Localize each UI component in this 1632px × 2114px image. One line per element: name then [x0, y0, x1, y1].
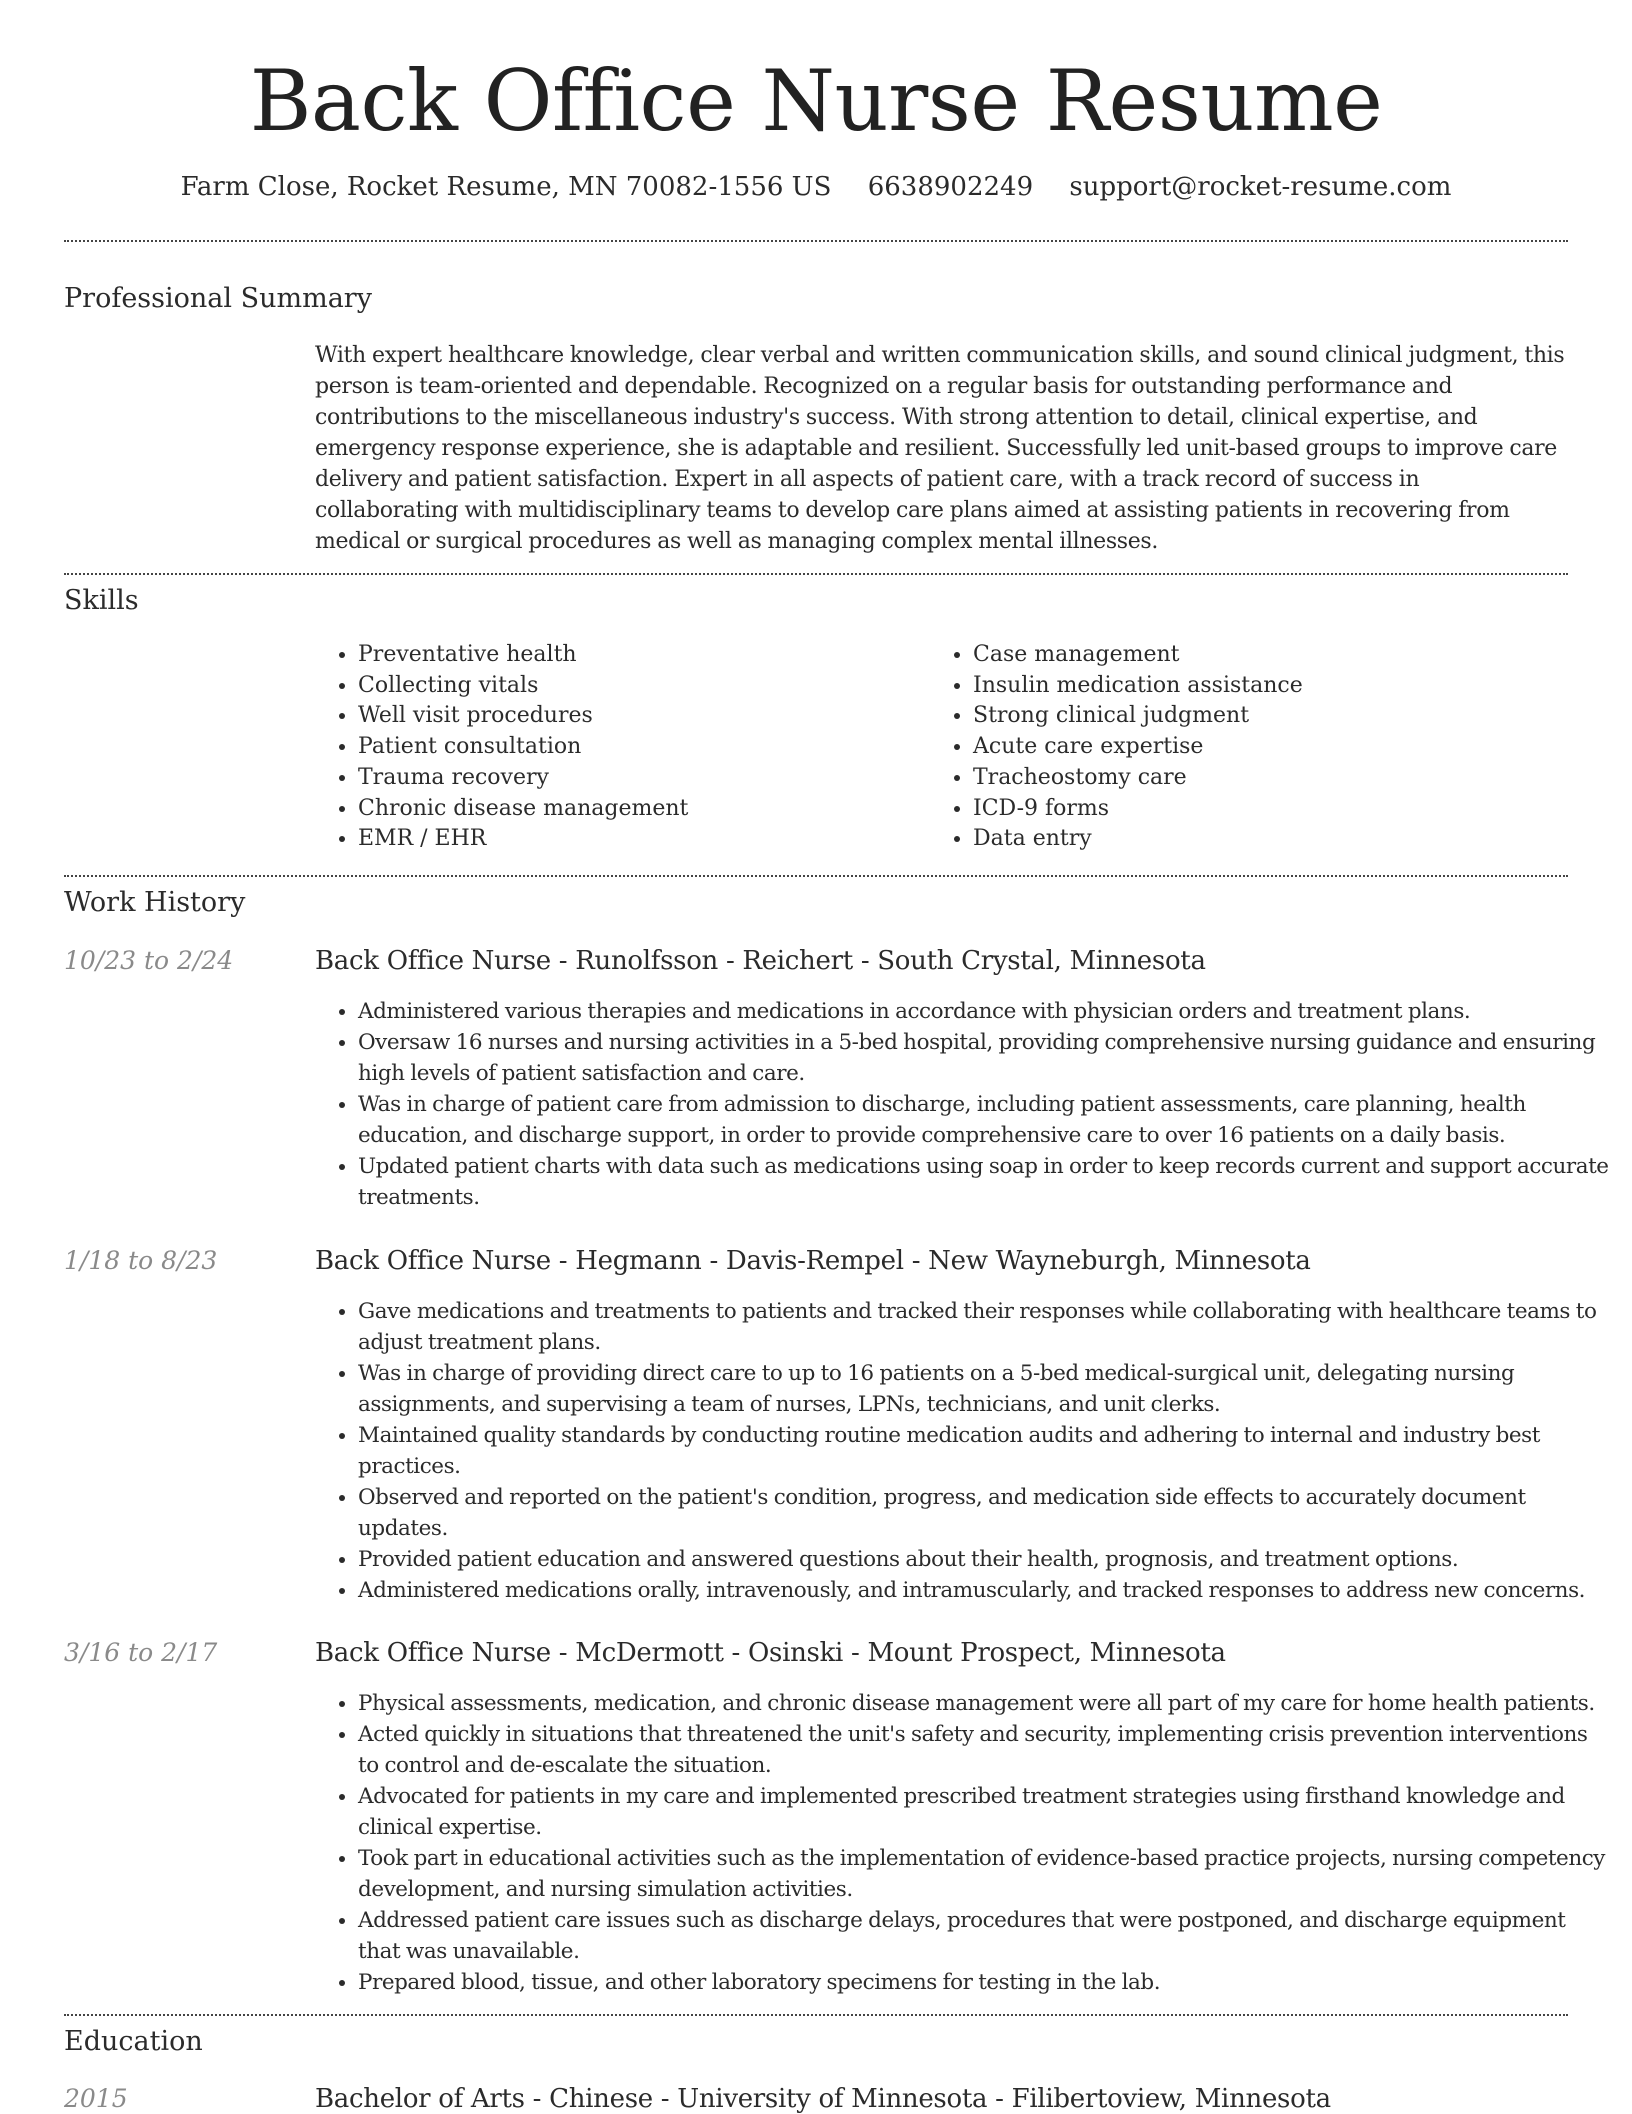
skill-item: • Data entry	[973, 824, 1545, 855]
skill-item: • Collecting vitals	[358, 671, 930, 702]
job-duty: • Provided patient education and answered questions about their health, prognosis, and treatment options.	[358, 1544, 1611, 1575]
resume-title: Back Office Nurse Resume	[249, 52, 1383, 150]
job-duties	[315, 1296, 1611, 1606]
skill-item: • Insulin medication assistance	[973, 671, 1545, 702]
job-duty: • Gave medications and treatments to patients and tracked their responses while collaborating with healthcare teams to adjust treatment plans.	[358, 1296, 1611, 1358]
job-dates: 1/18 to 8/23	[64, 1246, 218, 1275]
job-duties	[315, 996, 1611, 1213]
job-duty: • Addressed patient care issues such as discharge delays, procedures that were postponed, and discharge equipment that was unavailable.	[358, 1905, 1611, 1967]
job-dates: 10/23 to 2/24	[64, 946, 234, 975]
job-duty: • Took part in educational activities such as the implementation of evidence-based practice projects, nursing competency development, and nursing simulation activities.	[358, 1843, 1611, 1905]
skill-item: • Well visit procedures	[358, 701, 930, 732]
education-title: Bachelor of Arts - Chinese - University of Minnesota - Filibertoview, Minnesota	[315, 2084, 1331, 2114]
skill-item: • ICD-9 forms	[973, 794, 1545, 825]
job-duty: • Was in charge of patient care from admission to discharge, including patient assessments, care planning, health education, and discharge support, in order to provide comprehensive care to over 16 patients on a daily basis.	[358, 1089, 1611, 1151]
skills-heading: Skills	[64, 585, 139, 616]
contact-address: Farm Close, Rocket Resume, MN 70082-1556 US	[180, 172, 832, 202]
section-divider	[64, 2014, 1568, 2016]
job-duty: • Acted quickly in situations that threatened the unit's safety and security, implementing crisis prevention interventions to control and de-escalate the situation.	[358, 1719, 1611, 1781]
job-title: Back Office Nurse - Hegmann - Davis-Rempel - New Wayneburgh, Minnesota	[315, 1246, 1311, 1276]
education-heading: Education	[64, 2026, 203, 2057]
job-duty: • Advocated for patients in my care and implemented prescribed treatment strategies using firsthand knowledge and clinical expertise.	[358, 1781, 1611, 1843]
job-duty: • Administered various therapies and medications in accordance with physician orders and treatment plans.	[358, 996, 1611, 1027]
skills-column-left	[315, 640, 930, 855]
summary-heading: Professional Summary	[64, 283, 372, 314]
skill-item: • Case management	[973, 640, 1545, 671]
skills-list	[315, 640, 1565, 855]
job-title: Back Office Nurse - McDermott - Osinski - Mount Prospect, Minnesota	[315, 1638, 1226, 1668]
job-duty: • Administered medications orally, intravenously, and intramuscularly, and tracked responses to address new concerns.	[358, 1575, 1611, 1606]
skill-item: • EMR / EHR	[358, 824, 930, 855]
contact-phone: 6638902249	[867, 172, 1034, 202]
job-dates: 3/16 to 2/17	[64, 1638, 218, 1667]
contact-email: support@rocket-resume.com	[1069, 172, 1452, 202]
job-title: Back Office Nurse - Runolfsson - Reichert - South Crystal, Minnesota	[315, 946, 1206, 976]
job-duties	[315, 1688, 1611, 1998]
skills-column-right	[930, 640, 1545, 855]
section-divider	[64, 240, 1568, 242]
skill-item: • Strong clinical judgment	[973, 701, 1545, 732]
job-duty: • Prepared blood, tissue, and other laboratory specimens for testing in the lab.	[358, 1967, 1611, 1998]
contact-line	[0, 172, 1632, 202]
job-duty: • Physical assessments, medication, and chronic disease management were all part of my care for home health patients.	[358, 1688, 1611, 1719]
skill-item: • Tracheostomy care	[973, 763, 1545, 794]
skill-item: • Trauma recovery	[358, 763, 930, 794]
job-duty: • Observed and reported on the patient's condition, progress, and medication side effects to accurately document updates.	[358, 1482, 1611, 1544]
summary-text: With expert healthcare knowledge, clear verbal and written communication skills, and sound clinical judgment, this person is team-oriented and dependable. Recognized on a regular basis for outstanding performance and contributions to the miscellaneous industry's success. With strong attention to detail, clinical expertise, and emergency response experience, she is adaptable and resilient. Successfully led unit-based groups to improve care delivery and patient satisfaction. Expert in all aspects of patient care, with a track record of success in collaborating with multidisciplinary teams to develop care plans aimed at assisting patients in recovering from medical or surgical procedures as well as managing complex mental illnesses.	[315, 343, 1565, 554]
section-divider	[64, 573, 1568, 575]
skill-item: • Acute care expertise	[973, 732, 1545, 763]
skill-item: • Patient consultation	[358, 732, 930, 763]
education-year: 2015	[64, 2084, 128, 2113]
job-duty: • Maintained quality standards by conducting routine medication audits and adhering to internal and industry best practices.	[358, 1420, 1611, 1482]
section-divider	[64, 875, 1568, 877]
skill-item: • Chronic disease management	[358, 794, 930, 825]
work-history-heading: Work History	[64, 887, 246, 918]
job-duty: • Oversaw 16 nurses and nursing activities in a 5-bed hospital, providing comprehensive nursing guidance and ensuring high levels of patient satisfaction and care.	[358, 1027, 1611, 1089]
job-duty: • Updated patient charts with data such as medications using soap in order to keep records current and support accurate treatments.	[358, 1151, 1611, 1213]
job-duty: • Was in charge of providing direct care to up to 16 patients on a 5-bed medical-surgical unit, delegating nursing assignments, and supervising a team of nurses, LPNs, technicians, and unit clerks.	[358, 1358, 1611, 1420]
skill-item: • Preventative health	[358, 640, 930, 671]
